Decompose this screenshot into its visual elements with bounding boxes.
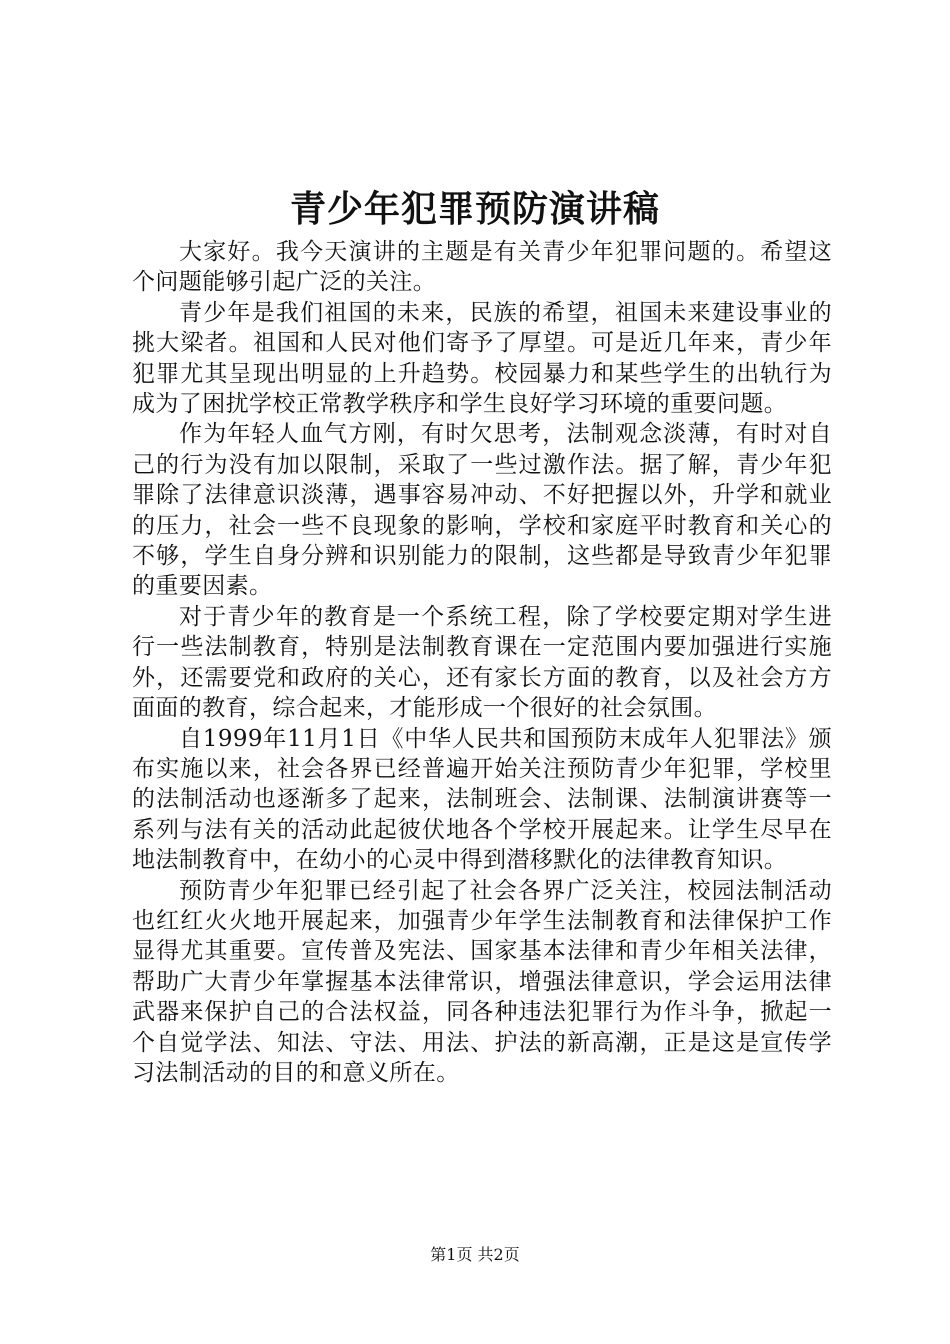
paragraph-4: 对于青少年的教育是一个系统工程，除了学校要定期对学生进行一些法制教育，特别是法制教育课在一定范围内要加强进行实施外，还需要党和政府的关心，还有家长方面的教育，以及社会方方面面的教育，综合起来，才能形成一个很好的社会氛围。 (132, 603, 832, 722)
document-title: 青少年犯罪预防演讲稿 (289, 189, 660, 230)
paragraph-5: 自1999年11月1日《中华人民共和国预防末成年人犯罪法》颁布实施以来，社会各界已经普遍开始关注预防青少年犯罪，学校里的法制活动也逐渐多了起来，法制班会、法制课、法制演讲赛等一系列与法有关的活动此起彼伏地各个学校开展起来。让学生尽早在地法制教育中，在幼小的心灵中得到潜移默化的法律教育知识。 (132, 725, 832, 874)
paragraph-3: 作为年轻人血气方刚，有时欠思考，法制观念淡薄，有时对自己的行为没有加以限制，采取了一些过激作法。据了解，青少年犯罪除了法律意识淡薄，遇事容易冲动、不好把握以外，升学和就业的压力，社会一些不良现象的影响，学校和家庭平时教育和关心的不够，学生自身分辨和识别能力的限制，这些都是导致青少年犯罪的重要因素。 (132, 421, 832, 600)
paragraph-6: 预防青少年犯罪已经引起了社会各界广泛关注，校园法制活动也红红火火地开展起来，加强青少年学生法制教育和法律保护工作显得尤其重要。宣传普及宪法、国家基本法律和青少年相关法律，帮助广大青少年掌握基本法律常识，增强法律意识，学会运用法律武器来保护自己的合法权益，同各种违法犯罪行为作斗争，掀起一个自觉学法、知法、守法、用法、护法的新高潮，正是这是宣传学习法制活动的目的和意义所在。 (132, 877, 832, 1086)
paragraph-1: 大家好。我今天演讲的主题是有关青少年犯罪问题的。希望这个问题能够引起广泛的关注。 (132, 239, 832, 296)
document-body (132, 237, 832, 1088)
page-footer: 第1页 共2页 (430, 1245, 520, 1264)
paragraph-2: 青少年是我们祖国的未来，民族的希望，祖国未来建设事业的挑大梁者。祖国和人民对他们寄予了厚望。可是近几年来，青少年犯罪尤其呈现出明显的上升趋势。校园暴力和某些学生的出轨行为成为了困扰学校正常教学秩序和学生良好学习环境的重要问题。 (132, 299, 832, 418)
